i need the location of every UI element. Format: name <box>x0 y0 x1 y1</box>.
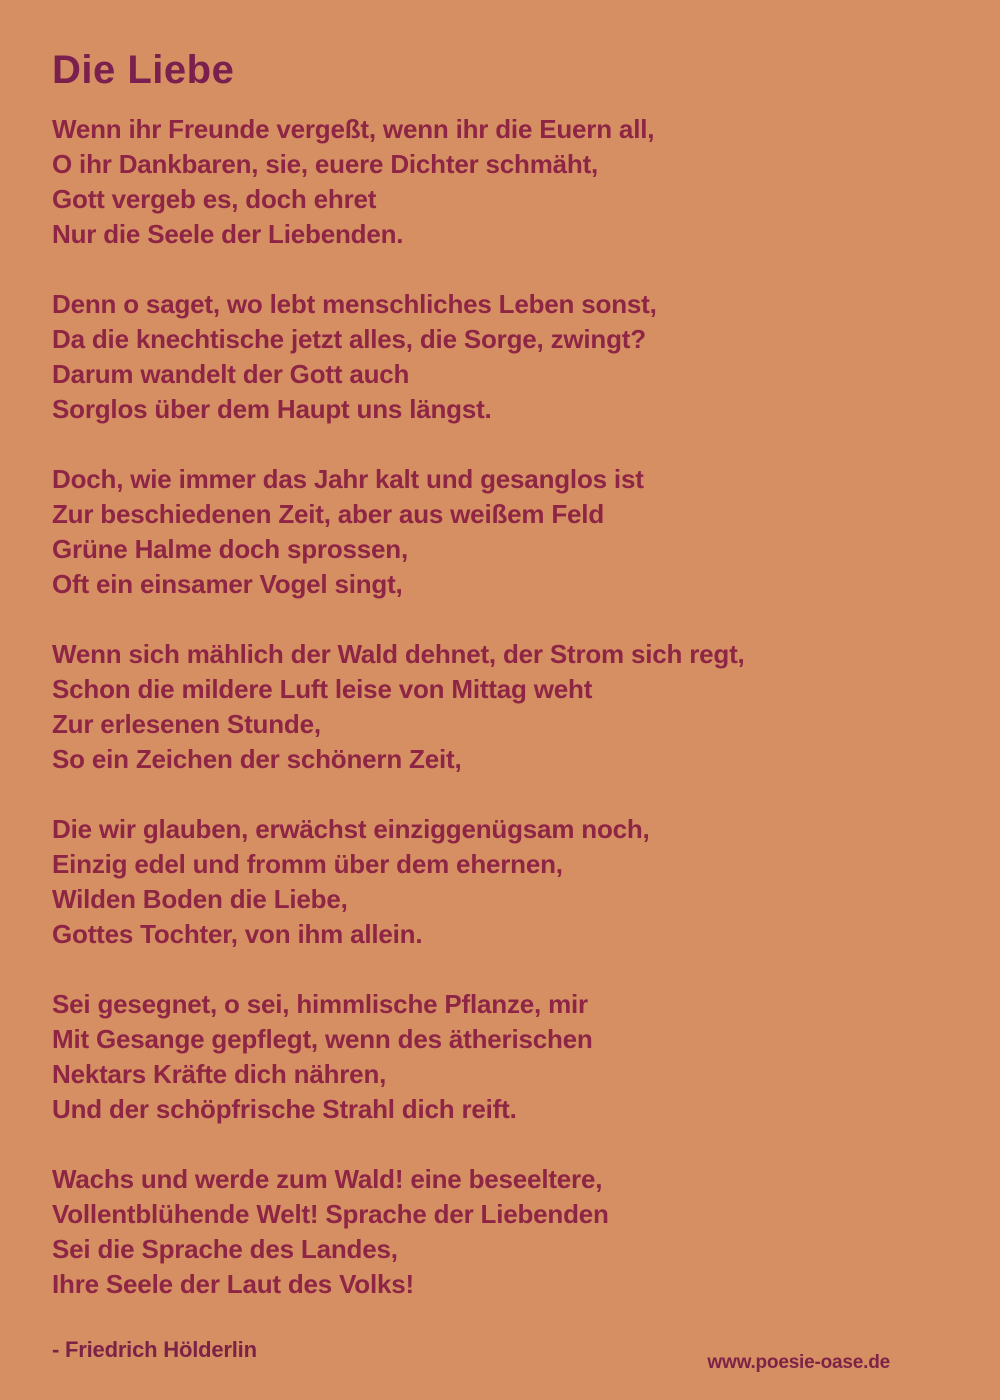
poem-line: Vollentblühende Welt! Sprache der Liebenden <box>52 1199 609 1229</box>
poem-line: Oft ein einsamer Vogel singt, <box>52 569 403 599</box>
poem-stanza <box>52 462 948 602</box>
poem-line: Gottes Tochter, von ihm allein. <box>52 919 423 949</box>
poem-stanza <box>52 987 948 1127</box>
poem-stanza <box>52 287 948 427</box>
poem-stanza <box>52 1162 948 1302</box>
poem-line: Nektars Kräfte dich nähren, <box>52 1059 387 1089</box>
poem-line: Gott vergeb es, doch ehret <box>52 184 377 214</box>
poem-stanza <box>52 112 948 252</box>
poem-line: O ihr Dankbaren, sie, euere Dichter schmäht, <box>52 149 599 179</box>
poem-title: Die Liebe <box>52 48 235 92</box>
poem-line: Wenn sich mählich der Wald dehnet, der Strom sich regt, <box>52 639 745 669</box>
poem-author: - Friedrich Hölderlin <box>52 1337 257 1362</box>
poem-line: Wenn ihr Freunde vergeßt, wenn ihr die Euern all, <box>52 114 655 144</box>
poem-line: Nur die Seele der Liebenden. <box>52 219 404 249</box>
poem-line: Sorglos über dem Haupt uns längst. <box>52 394 492 424</box>
poem-line: Ihre Seele der Laut des Volks! <box>52 1269 414 1299</box>
poem-line: Und der schöpfrische Strahl dich reift. <box>52 1094 517 1124</box>
poem-line: Da die knechtische jetzt alles, die Sorge, zwingt? <box>52 324 646 354</box>
poem-line: Darum wandelt der Gott auch <box>52 359 410 389</box>
poem-line: Die wir glauben, erwächst einziggenügsam noch, <box>52 814 650 844</box>
poem-line: Sei die Sprache des Landes, <box>52 1234 398 1264</box>
poem-line: So ein Zeichen der schönern Zeit, <box>52 744 462 774</box>
poem-line: Doch, wie immer das Jahr kalt und gesanglos ist <box>52 464 644 494</box>
poem-line: Mit Gesange gepflegt, wenn des ätherischen <box>52 1024 593 1054</box>
poem-stanza <box>52 637 948 777</box>
website-watermark: www.poesie-oase.de <box>707 1352 890 1373</box>
poem-line: Einzig edel und fromm über dem ehernen, <box>52 849 563 879</box>
poem-line: Denn o saget, wo lebt menschliches Leben sonst, <box>52 289 657 319</box>
poem-stanza <box>52 812 948 952</box>
poem-line: Zur beschiedenen Zeit, aber aus weißem Feld <box>52 499 604 529</box>
poem-line: Schon die mildere Luft leise von Mittag weht <box>52 674 593 704</box>
poem-line: Grüne Halme doch sprossen, <box>52 534 409 564</box>
poem-line: Zur erlesenen Stunde, <box>52 709 321 739</box>
poem-line: Sei gesegnet, o sei, himmlische Pflanze, mir <box>52 989 588 1019</box>
poem-line: Wilden Boden die Liebe, <box>52 884 348 914</box>
poem-line: Wachs und werde zum Wald! eine beseeltere, <box>52 1164 603 1194</box>
